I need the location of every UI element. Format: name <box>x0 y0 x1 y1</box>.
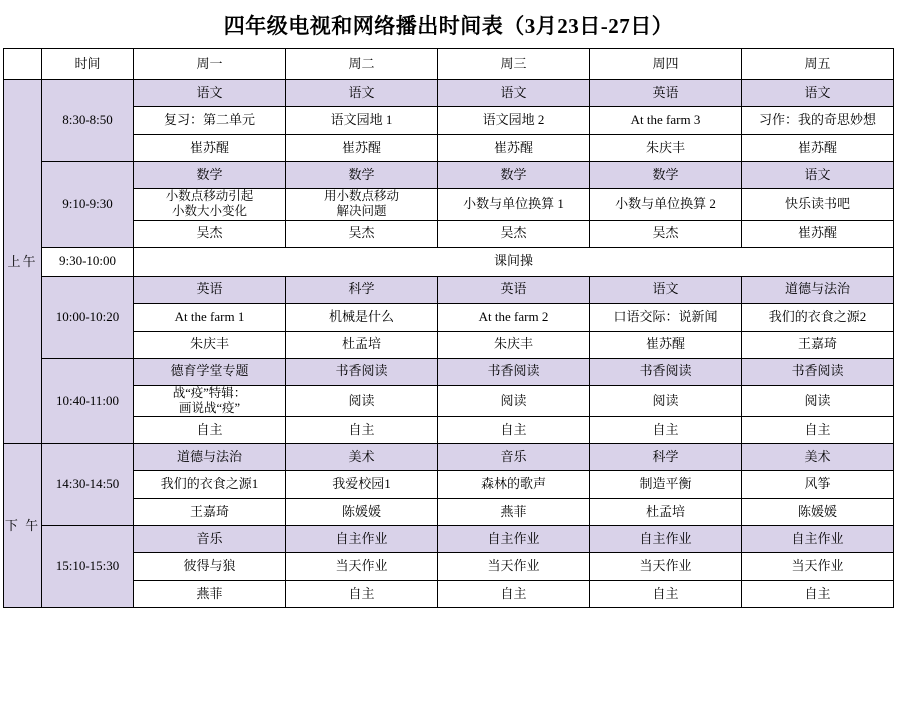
table-row <box>4 220 894 247</box>
subject-cell: 数学 <box>134 162 286 189</box>
teacher-cell: 王嘉琦 <box>134 499 286 526</box>
subject-cell: 语文 <box>742 80 894 107</box>
subject-cell: 英语 <box>134 276 286 303</box>
subject-cell: 道德与法治 <box>134 444 286 471</box>
teacher-cell: 杜孟培 <box>590 499 742 526</box>
header-time: 时间 <box>42 49 134 80</box>
teacher-cell: 崔苏醒 <box>742 135 894 162</box>
teacher-cell: 崔苏醒 <box>590 331 742 358</box>
subject-cell: 书香阅读 <box>590 358 742 385</box>
teacher-cell: 自主 <box>590 417 742 444</box>
time-slot-1: 8:30-8:50 <box>42 80 134 162</box>
topic-cell: 快乐读书吧 <box>742 189 894 221</box>
teacher-cell: 吴杰 <box>590 220 742 247</box>
table-row <box>4 189 894 221</box>
session-label-morning: 上午 <box>4 80 42 444</box>
topic-cell: 小数点移动引起 小数大小变化 <box>134 189 286 221</box>
header-session <box>4 49 42 80</box>
teacher-cell: 朱庆丰 <box>590 135 742 162</box>
subject-cell: 自主作业 <box>286 526 438 553</box>
teacher-cell: 自主 <box>742 581 894 608</box>
subject-cell: 美术 <box>286 444 438 471</box>
session-label-afternoon: 下 午 <box>4 444 42 608</box>
table-row <box>4 471 894 499</box>
subject-cell: 语文 <box>438 80 590 107</box>
teacher-cell: 陈媛媛 <box>742 499 894 526</box>
topic-cell: 阅读 <box>286 385 438 417</box>
teacher-cell: 朱庆丰 <box>134 331 286 358</box>
teacher-cell: 自主 <box>134 417 286 444</box>
topic-cell: 语文园地 1 <box>286 107 438 135</box>
teacher-cell: 自主 <box>742 417 894 444</box>
teacher-cell: 杜孟培 <box>286 331 438 358</box>
time-slot-break: 9:30-10:00 <box>42 247 134 276</box>
subject-cell: 科学 <box>590 444 742 471</box>
teacher-cell: 崔苏醒 <box>286 135 438 162</box>
topic-cell: 口语交际：说新闻 <box>590 303 742 331</box>
topic-cell: 战“疫”特辑： 画说战“疫” <box>134 385 286 417</box>
topic-cell: 习作：我的奇思妙想 <box>742 107 894 135</box>
subject-cell: 语文 <box>742 162 894 189</box>
topic-cell: 阅读 <box>590 385 742 417</box>
topic-cell: 当天作业 <box>742 553 894 581</box>
subject-cell: 数学 <box>438 162 590 189</box>
time-slot-5: 14:30-14:50 <box>42 444 134 526</box>
teacher-cell: 朱庆丰 <box>438 331 590 358</box>
topic-cell: At the farm 1 <box>134 303 286 331</box>
teacher-cell: 燕菲 <box>438 499 590 526</box>
subject-cell: 书香阅读 <box>286 358 438 385</box>
subject-cell: 数学 <box>286 162 438 189</box>
subject-cell: 语文 <box>134 80 286 107</box>
teacher-cell: 陈媛媛 <box>286 499 438 526</box>
header-day-wednesday: 周三 <box>438 49 590 80</box>
subject-cell: 道德与法治 <box>742 276 894 303</box>
table-row <box>4 581 894 608</box>
table-row <box>4 135 894 162</box>
table-row <box>4 417 894 444</box>
time-slot-4: 10:40-11:00 <box>42 358 134 444</box>
subject-cell: 语文 <box>286 80 438 107</box>
teacher-cell: 吴杰 <box>286 220 438 247</box>
table-row <box>4 107 894 135</box>
topic-cell: 复习：第二单元 <box>134 107 286 135</box>
topic-cell: 机械是什么 <box>286 303 438 331</box>
topic-cell: 我爱校园1 <box>286 471 438 499</box>
topic-cell: 当天作业 <box>438 553 590 581</box>
schedule-table <box>3 48 894 608</box>
topic-cell: 森林的歌声 <box>438 471 590 499</box>
topic-cell: 语文园地 2 <box>438 107 590 135</box>
teacher-cell: 自主 <box>286 581 438 608</box>
teacher-cell: 王嘉琦 <box>742 331 894 358</box>
subject-cell: 自主作业 <box>438 526 590 553</box>
topic-cell: 我们的衣食之源2 <box>742 303 894 331</box>
topic-cell: 小数与单位换算 2 <box>590 189 742 221</box>
teacher-cell: 自主 <box>286 417 438 444</box>
teacher-cell: 自主 <box>438 417 590 444</box>
subject-cell: 音乐 <box>134 526 286 553</box>
subject-cell: 音乐 <box>438 444 590 471</box>
teacher-cell: 燕菲 <box>134 581 286 608</box>
table-row <box>4 303 894 331</box>
table-row <box>4 358 894 385</box>
subject-cell: 自主作业 <box>590 526 742 553</box>
topic-cell: 用小数点移动 解决问题 <box>286 189 438 221</box>
topic-cell: 当天作业 <box>286 553 438 581</box>
subject-cell: 语文 <box>590 276 742 303</box>
topic-cell: At the farm 3 <box>590 107 742 135</box>
topic-cell: 风筝 <box>742 471 894 499</box>
subject-cell: 数学 <box>590 162 742 189</box>
time-slot-3: 10:00-10:20 <box>42 276 134 358</box>
teacher-cell: 自主 <box>590 581 742 608</box>
table-row <box>4 553 894 581</box>
teacher-cell: 吴杰 <box>438 220 590 247</box>
subject-cell: 书香阅读 <box>742 358 894 385</box>
table-row <box>4 385 894 417</box>
time-slot-6: 15:10-15:30 <box>42 526 134 608</box>
subject-cell: 英语 <box>590 80 742 107</box>
teacher-cell: 自主 <box>438 581 590 608</box>
header-day-friday: 周五 <box>742 49 894 80</box>
topic-cell: At the farm 2 <box>438 303 590 331</box>
teacher-cell: 吴杰 <box>134 220 286 247</box>
table-row <box>4 526 894 553</box>
break-label: 课间操 <box>134 247 894 276</box>
subject-cell: 书香阅读 <box>438 358 590 385</box>
table-header-row <box>4 49 894 80</box>
subject-cell: 自主作业 <box>742 526 894 553</box>
page-title: 四年级电视和网络播出时间表（3月23日-27日） <box>223 14 674 38</box>
topic-cell: 当天作业 <box>590 553 742 581</box>
table-row <box>4 444 894 471</box>
topic-cell: 阅读 <box>742 385 894 417</box>
subject-cell: 科学 <box>286 276 438 303</box>
table-row <box>4 162 894 189</box>
header-day-thursday: 周四 <box>590 49 742 80</box>
time-slot-2: 9:10-9:30 <box>42 162 134 248</box>
topic-cell: 我们的衣食之源1 <box>134 471 286 499</box>
subject-cell: 德育学堂专题 <box>134 358 286 385</box>
topic-cell: 小数与单位换算 1 <box>438 189 590 221</box>
header-day-monday: 周一 <box>134 49 286 80</box>
table-row-break <box>4 247 894 276</box>
teacher-cell: 崔苏醒 <box>134 135 286 162</box>
header-day-tuesday: 周二 <box>286 49 438 80</box>
teacher-cell: 崔苏醒 <box>438 135 590 162</box>
table-row <box>4 499 894 526</box>
topic-cell: 彼得与狼 <box>134 553 286 581</box>
teacher-cell: 崔苏醒 <box>742 220 894 247</box>
subject-cell: 英语 <box>438 276 590 303</box>
topic-cell: 阅读 <box>438 385 590 417</box>
table-row <box>4 276 894 303</box>
subject-cell: 美术 <box>742 444 894 471</box>
topic-cell: 制造平衡 <box>590 471 742 499</box>
table-row <box>4 80 894 107</box>
table-row <box>4 331 894 358</box>
